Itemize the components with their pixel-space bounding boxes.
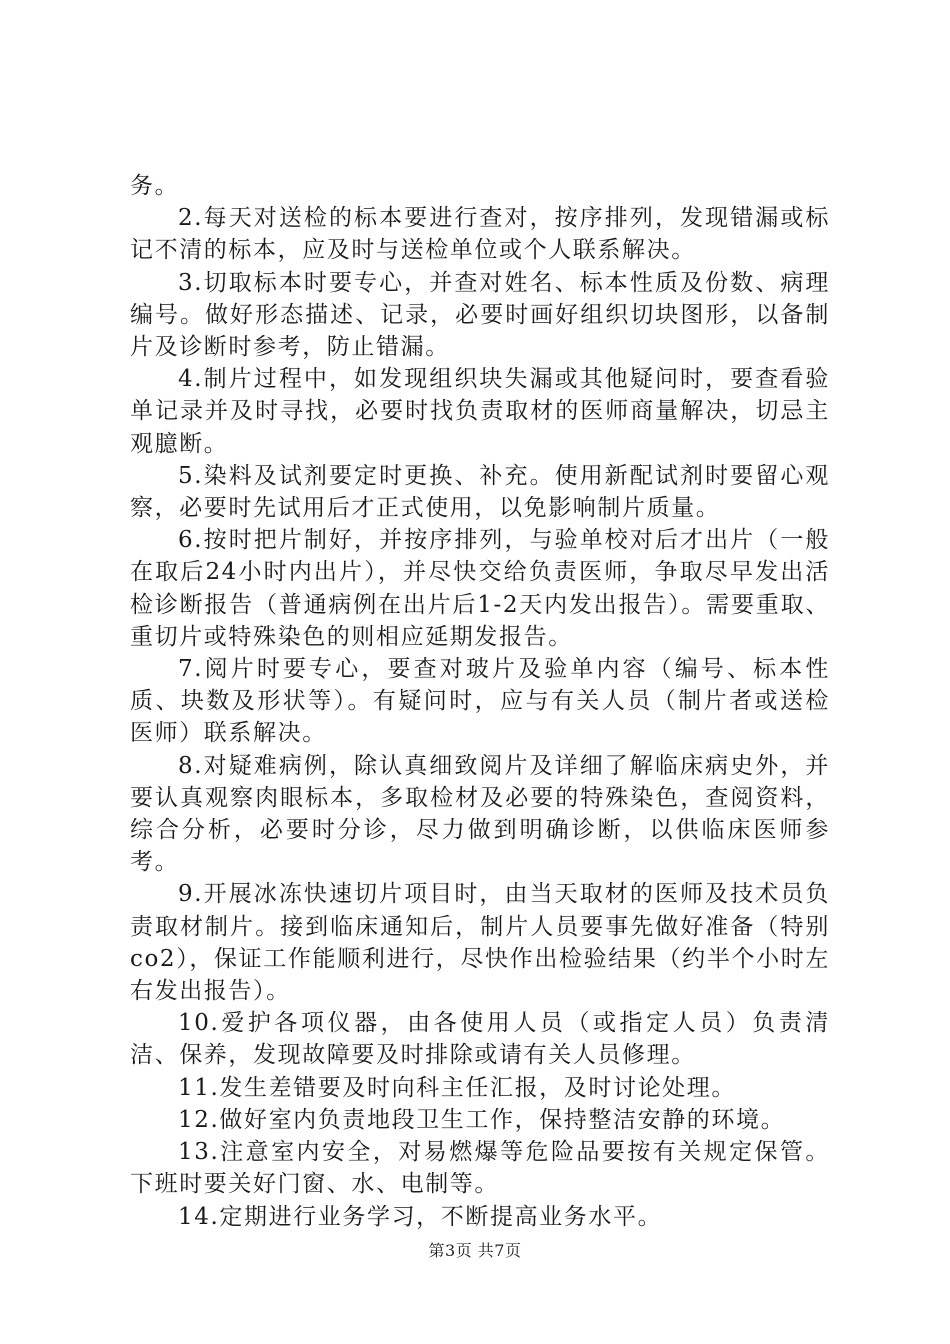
rule-item-3: 3.切取标本时要专心，并查对姓名、标本性质及份数、病理编号。做好形态描述、记录，必要时画好组织切块图形，以备制片及诊断时参考，防止错漏。	[130, 269, 830, 361]
rule-item-9: 9.开展冰冻快速切片项目时，由当天取材的医师及技术员负责取材制片。接到临床通知后，制片人员要事先做好准备（特别co2），保证工作能顺利进行，尽快作出检验结果（约半个小时左右发出报告）。	[130, 881, 830, 1005]
rule-item-7: 7.阅片时要专心，要查对玻片及验单内容（编号、标本性质、块数及形状等）。有疑问时，应与有关人员（制片者或送检医师）联系解决。	[130, 656, 830, 747]
lead-text: 务。	[130, 173, 180, 199]
document-body	[130, 170, 830, 1233]
rule-item-6: 6.按时把片制好，并按序排列，与验单校对后才出片（一般在取后24小时内出片），并尽快交给负责医师，争取尽早发出活检诊断报告（普通病例在出片后1-2天内发出报告）。需要重取、重切片或特殊染色的则相应延期发报告。	[130, 527, 830, 650]
rule-item-8: 8.对疑难病例，除认真细致阅片及详细了解临床病史外，并要认真观察肉眼标本，多取检材及必要的特殊染色，查阅资料，综合分析，必要时分诊，尽力做到明确诊断，以供临床医师参考。	[130, 752, 830, 876]
rule-item-2: 2.每天对送检的标本要进行查对，按序排列，发现错漏或标记不清的标本，应及时与送检单位或个人联系解决。	[130, 205, 830, 264]
rule-item-4: 4.制片过程中，如发现组织块失漏或其他疑问时，要查看验单记录并及时寻找，必要时找负责取材的医师商量解决，切忌主观臆断。	[130, 366, 830, 457]
rule-item-13: 13.注意室内安全，对易燃爆等危险品要按有关规定保管。下班时要关好门窗、水、电制等。	[130, 1139, 830, 1198]
page-number-footer: 第3页 共7页	[428, 1241, 522, 1260]
rule-item-10: 10.爱护各项仪器，由各使用人员（或指定人员）负责清洁、保养，发现故障要及时排除或请有关人员修理。	[130, 1010, 830, 1069]
rule-item-14: 14.定期进行业务学习，不断提高业务水平。	[178, 1203, 663, 1230]
rule-item-11: 11.发生差错要及时向科主任汇报，及时讨论处理。	[178, 1074, 736, 1101]
rule-item-12: 12.做好室内负责地段卫生工作，保持整洁安静的环境。	[178, 1106, 786, 1133]
rule-item-5: 5.染料及试剂要定时更换、补充。使用新配试剂时要留心观察，必要时先试用后才正式使用，以免影响制片质量。	[130, 462, 830, 522]
